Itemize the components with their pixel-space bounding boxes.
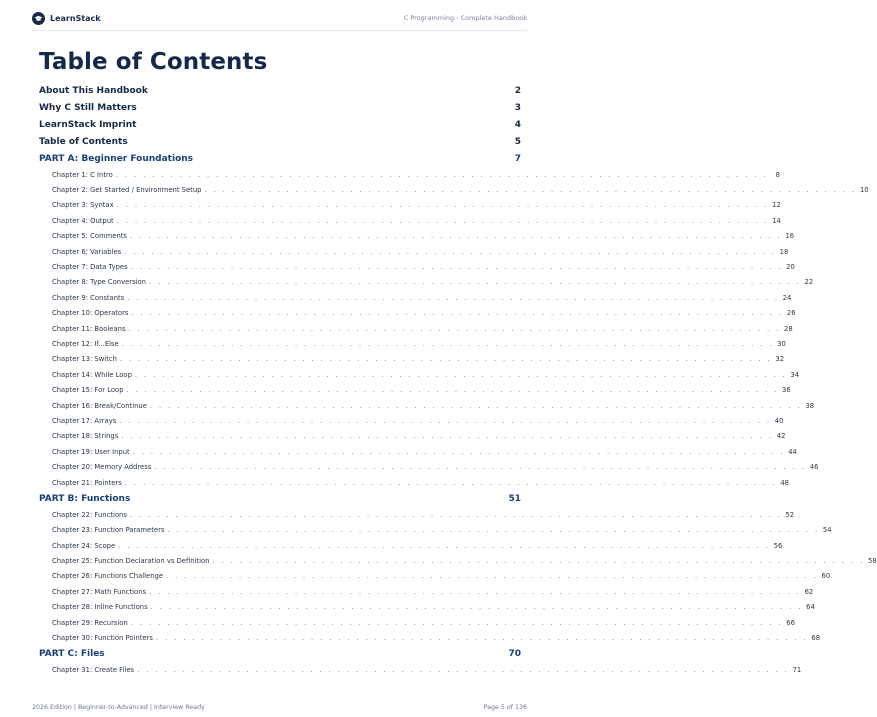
toc-chapter-entry[interactable] — [39, 352, 785, 367]
dot-leader: . . . . . . . . . . . . . . . . . . . . . . . . . . . . . . . . . . . . . . . . . . . . . . . . . . . . . . . . . . . . . . . . . . . . . . . . — [130, 263, 783, 272]
section-title: About This Handbook — [39, 85, 148, 96]
chapter-page-number: 62 — [804, 587, 814, 596]
toc-chapter-entry[interactable] — [39, 244, 789, 259]
toc-chapter-entry[interactable] — [39, 444, 797, 459]
chapter-title: Chapter 25: Function Declaration vs Definition — [52, 557, 213, 565]
chapter-title: Chapter 31: Create Files — [52, 666, 137, 674]
dot-leader: . . . . . . . . . . . . . . . . . . . . . . . . . . . . . . . . . . . . . . . . . . . . . . . . . . . . . . . . . . . . . . . . . . . . . . . . — [119, 416, 772, 425]
page-footer — [32, 701, 527, 713]
dot-leader: . . . . . . . . . . . . . . . . . . . . . . . . . . . . . . . . . . . . . . . . . . . . . . . . . . . . . . . . . . . . . . . . . . . . . . . . — [130, 618, 783, 627]
table-of-contents — [39, 82, 877, 678]
dot-leader: . . . . . . . . . . . . . . . . . . . . . . . . . . . . . . . . . . . . . . . . . . . . . . . . . . . . . . . . . . . . . . . . . . . . . . . . — [132, 447, 785, 456]
dot-leader: . . . . . . . . . . . . . . . . . . . . . . . . . . . . . . . . . . . . . . . . . . . . . . . . . . . . . . . . . . . . . . . . . . . . . . . . — [212, 557, 865, 566]
toc-chapter-entry[interactable] — [39, 507, 795, 522]
chapter-title: Chapter 15: For Loop — [52, 386, 127, 394]
toc-chapter-entry[interactable] — [39, 584, 814, 599]
toc-section-entry[interactable] — [39, 116, 521, 133]
page-header — [32, 6, 527, 31]
section-title: LearnStack Imprint — [39, 119, 137, 130]
chapter-page-number: 16 — [785, 232, 795, 241]
chapter-title: Chapter 6: Variables — [52, 248, 124, 256]
toc-chapter-entry[interactable] — [39, 213, 781, 228]
toc-chapter-entry[interactable] — [39, 615, 795, 630]
part-title: PART C: Files — [39, 649, 105, 660]
chapter-page-number: 36 — [782, 386, 791, 395]
toc-chapter-entry[interactable] — [39, 321, 793, 336]
chapter-page-number: 12 — [772, 201, 781, 210]
dot-leader: . . . . . . . . . . . . . . . . . . . . . . . . . . . . . . . . . . . . . . . . . . . . . . . . . . . . . . . . . . . . . . . . . . . . . . . . — [116, 201, 769, 210]
chapter-page-number: 42 — [776, 432, 786, 441]
chapter-title: Chapter 1: C Intro — [52, 171, 116, 179]
chapter-page-number: 22 — [804, 278, 814, 287]
toc-part-heading[interactable] — [39, 150, 521, 167]
chapter-page-number: 56 — [773, 541, 783, 550]
chapter-page-number: 64 — [806, 603, 815, 612]
toc-part-heading[interactable] — [39, 646, 521, 663]
part-title: PART B: Functions — [39, 493, 131, 504]
toc-chapter-entry[interactable] — [39, 182, 869, 197]
toc-chapter-entry[interactable] — [39, 306, 796, 321]
dot-leader: . . . . . . . . . . . . . . . . . . . . . . . . . . . . . . . . . . . . . . . . . . . . . . . . . . . . . . . . . . . . . . . . . . . . . . . . — [149, 587, 802, 596]
dot-leader: . . . . . . . . . . . . . . . . . . . . . . . . . . . . . . . . . . . . . . . . . . . . . . . . . . . . . . . . . . . . . . . . . . . . . . . . — [119, 355, 773, 364]
chapter-title: Chapter 27: Math Functions — [52, 588, 149, 596]
toc-chapter-entry[interactable] — [39, 398, 815, 413]
toc-part-heading[interactable] — [39, 490, 521, 507]
page-number: Page 5 of 136 — [483, 703, 527, 711]
toc-chapter-entry[interactable] — [39, 569, 831, 584]
dot-leader: . . . . . . . . . . . . . . . . . . . . . . . . . . . . . . . . . . . . . . . . . . . . . . . . . . . . . . . . . . . . . . . . . . . . . . . . — [128, 324, 781, 333]
dot-leader: . . . . . . . . . . . . . . . . . . . . . . . . . . . . . . . . . . . . . . . . . . . . . . . . . . . . . . . . . . . . . . . . . . . . . . . . — [131, 309, 784, 318]
dot-leader: . . . . . . . . . . . . . . . . . . . . . . . . . . . . . . . . . . . . . . . . . . . . . . . . . . . . . . . . . . . . . . . . . . . . . . . . — [118, 541, 771, 550]
toc-chapter-entry[interactable] — [39, 290, 792, 305]
dot-leader: . . . . . . . . . . . . . . . . . . . . . . . . . . . . . . . . . . . . . . . . . . . . . . . . . . . . . . . . . . . . . . . . . . . . . . . . — [129, 510, 783, 519]
chapter-title: Chapter 23: Function Parameters — [52, 526, 167, 534]
toc-chapter-entry[interactable] — [39, 336, 786, 351]
part-title: PART A: Beginner Foundations — [39, 153, 194, 164]
toc-chapter-entry[interactable] — [39, 459, 819, 474]
chapter-page-number: 52 — [785, 510, 795, 519]
chapter-page-number: 26 — [786, 309, 796, 318]
chapter-page-number: 20 — [786, 263, 795, 272]
dot-leader: . . . . . . . . . . . . . . . . . . . . . . . . . . . . . . . . . . . . . . . . . . . . . . . . . . . . . . . . . . . . . . . . . . . . . . . . — [149, 278, 802, 287]
chapter-title: Chapter 13: Switch — [52, 355, 120, 363]
chapter-page-number: 44 — [788, 447, 797, 456]
chapter-title: Chapter 8: Type Conversion — [52, 278, 149, 286]
chapter-page-number: 34 — [790, 370, 800, 379]
toc-section-entry[interactable] — [39, 99, 521, 116]
toc-chapter-entry[interactable] — [39, 275, 814, 290]
chapter-title: Chapter 3: Syntax — [52, 201, 117, 209]
toc-chapter-entry[interactable] — [39, 413, 784, 428]
toc-chapter-entry[interactable] — [39, 367, 800, 382]
dot-leader: . . . . . . . . . . . . . . . . . . . . . . . . . . . . . . . . . . . . . . . . . . . . . . . . . . . . . . . . . . . . . . . . . . . . . . . . — [116, 216, 769, 225]
chapter-page-number: 8 — [775, 170, 780, 179]
chapter-title: Chapter 29: Recursion — [52, 619, 131, 627]
section-page-number: 5 — [514, 136, 521, 147]
dot-leader: . . . . . . . . . . . . . . . . . . . . . . . . . . . . . . . . . . . . . . . . . . . . . . . . . . . . . . . . . . . . . . . . . . . . . . . . — [124, 478, 777, 487]
chapter-title: Chapter 30: Function Pointers — [52, 634, 156, 642]
chapter-page-number: 30 — [777, 339, 786, 348]
chapter-title: Chapter 26: Functions Challenge — [52, 572, 166, 580]
page-title: Table of Contents — [39, 49, 268, 75]
chapter-page-number: 71 — [792, 666, 802, 675]
chapter-title: Chapter 21: Pointers — [52, 479, 125, 487]
dot-leader: . . . . . . . . . . . . . . . . . . . . . . . . . . . . . . . . . . . . . . . . . . . . . . . . . . . . . . . . . . . . . . . . . . . . . . . . — [204, 186, 857, 195]
chapter-title: Chapter 12: If...Else — [52, 340, 122, 348]
toc-chapter-entry[interactable] — [39, 475, 789, 490]
section-title: Why C Still Matters — [39, 102, 137, 113]
toc-section-entry[interactable] — [39, 133, 521, 150]
dot-leader: . . . . . . . . . . . . . . . . . . . . . . . . . . . . . . . . . . . . . . . . . . . . . . . . . . . . . . . . . . . . . . . . . . . . . . . . — [126, 386, 779, 395]
dot-leader: . . . . . . . . . . . . . . . . . . . . . . . . . . . . . . . . . . . . . . . . . . . . . . . . . . . . . . . . . . . . . . . . . . . . . . . . — [149, 401, 803, 410]
edition-text: 2026 Edition | Beginner-to-Advanced | Interview Ready — [32, 703, 205, 711]
chapter-title: Chapter 2: Get Started / Environment Setup — [52, 186, 204, 194]
part-page-number: 70 — [508, 649, 521, 660]
toc-chapter-entry[interactable] — [39, 259, 795, 274]
brand[interactable] — [32, 12, 101, 25]
dot-leader: . . . . . . . . . . . . . . . . . . . . . . . . . . . . . . . . . . . . . . . . . . . . . . . . . . . . . . . . . . . . . . . . . . . . . . . . — [154, 463, 807, 472]
dot-leader: . . . . . . . . . . . . . . . . . . . . . . . . . . . . . . . . . . . . . . . . . . . . . . . . . . . . . . . . . . . . . . . . . . . . . . . . — [124, 247, 777, 256]
chapter-title: Chapter 19: User Input — [52, 448, 133, 456]
chapter-title: Chapter 20: Memory Address — [52, 463, 154, 471]
toc-chapter-entry[interactable] — [39, 382, 791, 397]
dot-leader: . . . . . . . . . . . . . . . . . . . . . . . . . . . . . . . . . . . . . . . . . . . . . . . . . . . . . . . . . . . . . . . . . . . . . . . . — [137, 666, 790, 675]
dot-leader: . . . . . . . . . . . . . . . . . . . . . . . . . . . . . . . . . . . . . . . . . . . . . . . . . . . . . . . . . . . . . . . . . . . . . . . . — [167, 526, 820, 535]
chapter-page-number: 18 — [779, 247, 789, 256]
dot-leader: . . . . . . . . . . . . . . . . . . . . . . . . . . . . . . . . . . . . . . . . . . . . . . . . . . . . . . . . . . . . . . . . . . . . . . . . — [115, 170, 768, 179]
chapter-title: Chapter 16: Break/Continue — [52, 402, 150, 410]
dot-leader: . . . . . . . . . . . . . . . . . . . . . . . . . . . . . . . . . . . . . . . . . . . . . . . . . . . . . . . . . . . . . . . . . . . . . . . . — [129, 232, 783, 241]
chapter-title: Chapter 22: Functions — [52, 511, 130, 519]
chapter-title: Chapter 17: Arrays — [52, 417, 119, 425]
toc-chapter-entry[interactable] — [39, 167, 780, 182]
chapter-page-number: 54 — [822, 526, 832, 535]
chapter-page-number: 58 — [868, 557, 877, 566]
chapter-page-number: 48 — [780, 478, 789, 487]
chapter-page-number: 28 — [784, 324, 793, 333]
chapter-title: Chapter 28: Inline Functions — [52, 603, 151, 611]
toc-chapter-entry[interactable] — [39, 429, 786, 444]
toc-chapter-entry[interactable] — [39, 663, 802, 678]
chapter-title: Chapter 10: Operators — [52, 309, 131, 317]
toc-chapter-entry[interactable] — [39, 198, 781, 213]
dot-leader: . . . . . . . . . . . . . . . . . . . . . . . . . . . . . . . . . . . . . . . . . . . . . . . . . . . . . . . . . . . . . . . . . . . . . . . . — [127, 293, 780, 302]
brand-name: LearnStack — [50, 13, 101, 23]
chapter-page-number: 14 — [772, 216, 781, 225]
section-page-number: 2 — [514, 85, 521, 96]
dot-leader: . . . . . . . . . . . . . . . . . . . . . . . . . . . . . . . . . . . . . . . . . . . . . . . . . . . . . . . . . . . . . . . . . . . . . . . . — [121, 339, 774, 348]
part-page-number: 7 — [514, 153, 521, 164]
graduation-cap-icon — [32, 12, 45, 25]
chapter-page-number: 40 — [774, 416, 784, 425]
dot-leader: . . . . . . . . . . . . . . . . . . . . . . . . . . . . . . . . . . . . . . . . . . . . . . . . . . . . . . . . . . . . . . . . . . . . . . . . — [121, 432, 774, 441]
section-page-number: 4 — [514, 119, 521, 130]
chapter-title: Chapter 4: Output — [52, 217, 117, 225]
toc-section-entry[interactable] — [39, 82, 521, 99]
chapter-page-number: 66 — [786, 618, 795, 627]
chapter-page-number: 10 — [859, 186, 869, 195]
chapter-title: Chapter 7: Data Types — [52, 263, 131, 271]
toc-chapter-entry[interactable] — [39, 229, 795, 244]
document-title: C Programming - Complete Handbook — [403, 14, 527, 22]
part-page-number: 51 — [508, 493, 521, 504]
dot-leader: . . . . . . . . . . . . . . . . . . . . . . . . . . . . . . . . . . . . . . . . . . . . . . . . . . . . . . . . . . . . . . . . . . . . . . . . — [166, 572, 819, 581]
dot-leader: . . . . . . . . . . . . . . . . . . . . . . . . . . . . . . . . . . . . . . . . . . . . . . . . . . . . . . . . . . . . . . . . . . . . . . . . — [155, 634, 809, 643]
chapter-page-number: 60 — [821, 572, 831, 581]
section-title: Table of Contents — [39, 136, 128, 147]
toc-chapter-entry[interactable] — [39, 630, 821, 645]
chapter-page-number: 68 — [811, 634, 821, 643]
chapter-page-number: 32 — [775, 355, 785, 364]
chapter-title: Chapter 14: While Loop — [52, 371, 135, 379]
chapter-page-number: 24 — [782, 293, 792, 302]
chapter-page-number: 46 — [809, 463, 819, 472]
chapter-title: Chapter 24: Scope — [52, 542, 118, 550]
dot-leader: . . . . . . . . . . . . . . . . . . . . . . . . . . . . . . . . . . . . . . . . . . . . . . . . . . . . . . . . . . . . . . . . . . . . . . . . — [150, 603, 803, 612]
chapter-page-number: 38 — [805, 401, 815, 410]
toc-chapter-entry[interactable] — [39, 523, 832, 538]
toc-chapter-entry[interactable] — [39, 553, 877, 568]
section-page-number: 3 — [514, 102, 521, 113]
chapter-title: Chapter 9: Constants — [52, 294, 127, 302]
toc-chapter-entry[interactable] — [39, 600, 815, 615]
chapter-title: Chapter 11: Booleans — [52, 325, 129, 333]
dot-leader: . . . . . . . . . . . . . . . . . . . . . . . . . . . . . . . . . . . . . . . . . . . . . . . . . . . . . . . . . . . . . . . . . . . . . . . . — [134, 370, 788, 379]
toc-chapter-entry[interactable] — [39, 538, 783, 553]
chapter-title: Chapter 18: Strings — [52, 432, 121, 440]
chapter-title: Chapter 5: Comments — [52, 232, 130, 240]
